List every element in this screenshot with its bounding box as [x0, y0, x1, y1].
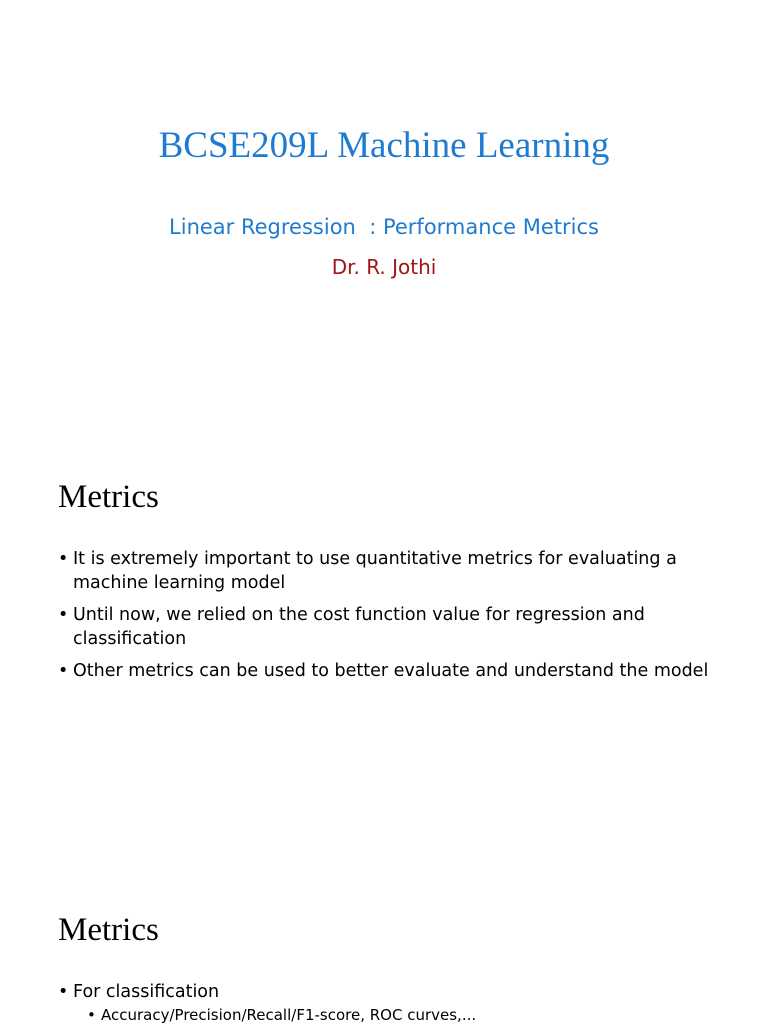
- metrics-slide: [0, 433, 768, 866]
- sub-bullet-list: [73, 1004, 718, 1024]
- sub-bullet-text: Accuracy/Precision/Recall/F1-score, ROC curves,...: [101, 1006, 477, 1024]
- sub-bullet-item: [73, 1004, 718, 1024]
- slide-title: BCSE209L Machine Learning: [158, 125, 610, 166]
- bullet-glyph: •: [58, 549, 69, 569]
- bullet-glyph: •: [87, 1006, 96, 1024]
- bullet-item: [58, 659, 718, 683]
- slide-subtitle: Linear Regression : Performance Metrics: [169, 215, 599, 239]
- bullet-list: [58, 547, 718, 691]
- bullet-item: [58, 547, 718, 595]
- slide-heading: Metrics: [58, 479, 159, 515]
- bullet-text: It is extremely important to use quantitative metrics for evaluating a machine learning model: [73, 549, 677, 593]
- title-slide: [0, 0, 768, 433]
- metrics-slide-2: [0, 866, 768, 1024]
- bullet-item: [58, 603, 718, 651]
- slide-heading: Metrics: [58, 912, 159, 948]
- bullet-glyph: •: [58, 661, 69, 681]
- bullet-glyph: •: [58, 605, 69, 625]
- bullet-text: For classification: [73, 982, 220, 1002]
- bullet-glyph: •: [58, 982, 69, 1002]
- bullet-text: Until now, we relied on the cost function value for regression and classification: [73, 605, 645, 649]
- bullet-text: Other metrics can be used to better evaluate and understand the model: [73, 661, 709, 681]
- bullet-item: [58, 980, 718, 1024]
- author-name: Dr. R. Jothi: [331, 255, 437, 279]
- bullet-list: [58, 980, 718, 1024]
